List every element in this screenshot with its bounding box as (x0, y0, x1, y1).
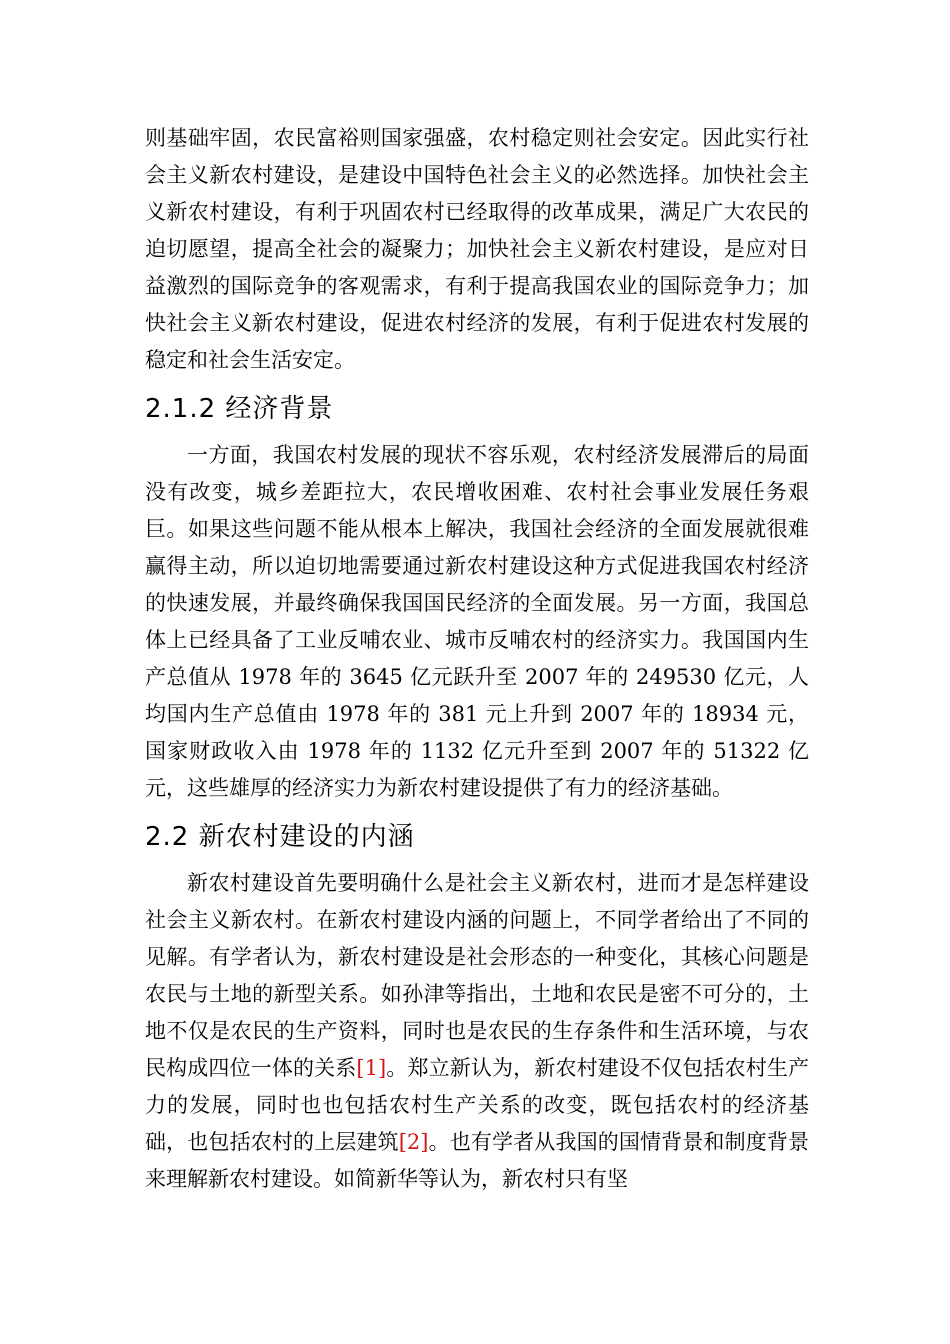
paragraph-background-end: 则基础牢固，农民富裕则国家强盛，农村稳定则社会安定。因此实行社会主义新农村建设，是建设中国特色社会主义的必然选择。加快社会主义新农村建设，有利于巩固农村已经取得的改革成果，满足广大农民的迫切愿望，提高全社会的凝聚力；加快社会主义新农村建设，是应对日益激烈的国际竞争的客观需求，有利于提高我国农业的国际竞争力；加快社会主义新农村建设，促进农村经济的发展，有利于促进农村发展的稳定和社会生活安定。 (145, 126, 809, 372)
heading-new-countryside-connotation: 2.2 新农村建设的内涵 (145, 822, 415, 852)
paragraph-economic-background: 一方面，我国农村发展的现状不容乐观，农村经济发展滞后的局面没有改变，城乡差距拉大，农民增收困难、农村社会事业发展任务艰巨。如果这些问题不能从根本上解决，我国社会经济的全面发展就很难赢得主动，所以迫切地需要通过新农村建设这种方式促进我国农村经济的快速发展，并最终确保我国国民经济的全面发展。另一方面，我国总体上已经具备了工业反哺农业、城市反哺农村的经济实力。我国国内生产总值从 1978 年的 3645 亿元跃升至 2007 年的 249530 亿元，人均国内生产总值由 1978 年的 381 元上升到 2007 年的 18934 元，国家财政收入由 1978 年的 1132 亿元升至到 2007 年的 51322 亿元，这些雄厚的经济实力为新农村建设提供了有力的经济基础。 (145, 443, 809, 800)
paragraph-text: 新农村建设首先要明确什么是社会主义新农村，进而才是怎样建设社会主义新农村。在新农村建设内涵的问题上，不同学者给出了不同的见解。有学者认为，新农村建设是社会形态的一种变化，其核心问题是农民与土地的新型关系。如孙津等指出，土地和农民是密不可分的，土地不仅是农民的生产资料，同时也是农民的生存条件和生活环境，与农民构成四位一体的关系 (145, 871, 809, 1080)
heading-economic-background: 2.1.2 经济背景 (145, 394, 334, 424)
paragraph-text: 。郑立新认为，新农村建设不仅包括农村生产力的发展，同时也也包括农村生产关系的改变，既包括农村的经济基础，也包括农村的上层建筑 (145, 1056, 810, 1154)
paragraph-connotation (145, 865, 809, 1198)
citation-link[interactable]: [2] (398, 1130, 429, 1154)
paragraph-text: 。也有学者从我国的国情背景和制度背景来理解新农村建设。如简新华等认为，新农村只有坚 (145, 1130, 810, 1191)
citation-link[interactable]: [1] (356, 1056, 387, 1080)
document-page (145, 120, 809, 1198)
